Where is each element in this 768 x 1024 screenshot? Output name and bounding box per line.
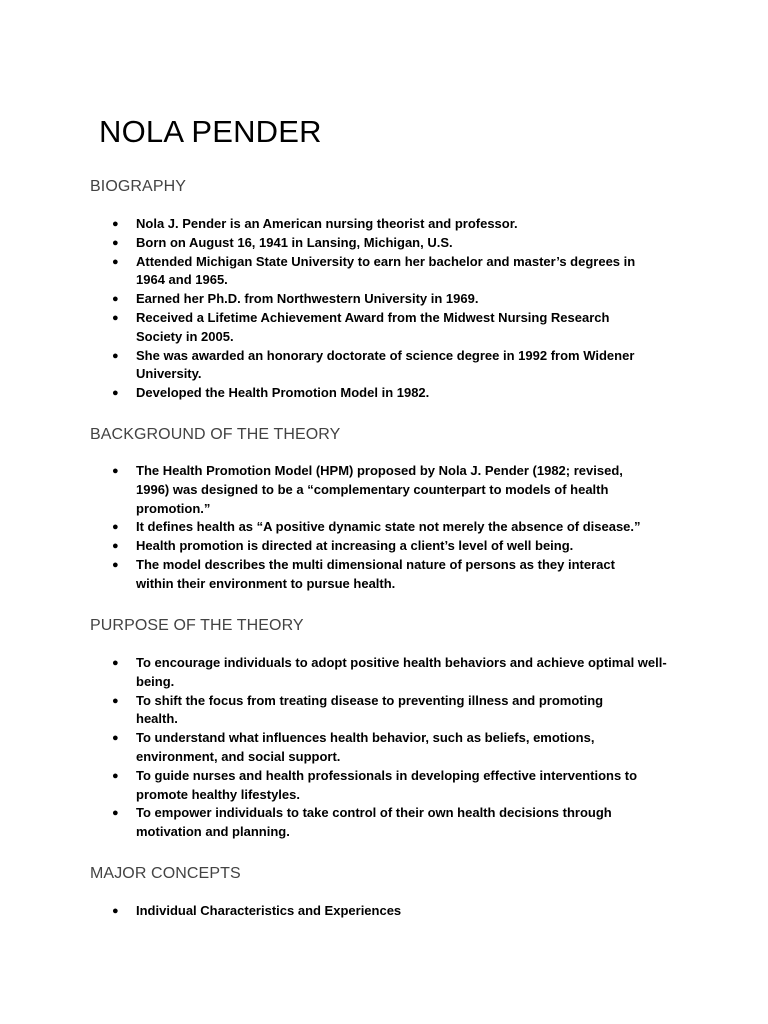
list-item-text: Individual Characteristics and Experiences <box>136 903 402 918</box>
section-heading-background: BACKGROUND OF THE THEORY <box>90 426 341 443</box>
list-item-text: Received a Lifetime Achievement Award from the Midwest Nursing Research Society in 2005. <box>136 309 610 344</box>
bullet-icon: ● <box>112 521 119 534</box>
bullet-icon: ● <box>112 255 119 268</box>
list-item <box>90 729 646 767</box>
bullet-icon: ● <box>112 558 119 571</box>
bullet-icon: ● <box>112 311 119 324</box>
list-item <box>90 253 646 291</box>
list-item-text: To shift the focus from treating disease to preventing illness and promoting health. <box>136 692 604 727</box>
page-title: NOLA PENDER <box>99 114 322 149</box>
list-item-text: Developed the Health Promotion Model in 1982. <box>136 385 430 401</box>
list-item-text: Attended Michigan State University to earn her bachelor and master’s degrees in 1964 and 1965. <box>136 253 636 288</box>
section-heading-concepts: MAJOR CONCEPTS <box>90 865 241 882</box>
list-item <box>90 234 646 253</box>
list-item-text: Earned her Ph.D. from Northwestern University in 1969. <box>136 291 479 307</box>
list-item <box>90 462 646 518</box>
list-item <box>90 384 646 403</box>
list-item <box>90 537 646 556</box>
bullet-icon: ● <box>112 905 119 917</box>
list-item <box>90 556 646 594</box>
list-item-text: To guide nurses and health professionals in developing effective interventions to promote healthy lifestyles. <box>136 767 638 802</box>
list-item <box>90 290 646 309</box>
purpose-list <box>90 654 690 842</box>
bullet-icon: ● <box>112 732 119 745</box>
list-item-text: It defines health as “A positive dynamic state not merely the absence of disease.” <box>136 519 641 535</box>
bullet-icon: ● <box>112 540 119 553</box>
list-item <box>90 309 626 347</box>
list-item-text: The Health Promotion Model (HPM) proposed by Nola J. Pender (1982; revised, 1996) was designed to be a “complementary counterpart to models of health promotion.” <box>136 463 623 516</box>
bullet-icon: ● <box>112 807 119 820</box>
bullet-icon: ● <box>112 694 119 707</box>
list-item <box>90 654 681 692</box>
list-item-text: Born on August 16, 1941 in Lansing, Michigan, U.S. <box>136 234 453 250</box>
list-item <box>90 692 646 730</box>
list-item-text: Health promotion is directed at increasing a client’s level of well being. <box>136 538 574 554</box>
list-item-text: Nola J. Pender is an American nursing theorist and professor. <box>136 216 518 231</box>
bullet-icon: ● <box>112 349 119 362</box>
bullet-icon: ● <box>112 293 119 306</box>
list-item <box>90 902 646 921</box>
list-item <box>90 767 686 805</box>
bullet-icon: ● <box>112 387 119 400</box>
biography-list <box>90 215 690 403</box>
bullet-icon: ● <box>112 769 119 782</box>
bullet-icon: ● <box>112 236 119 249</box>
list-item-text: To empower individuals to take control of their own health decisions through motivation and planning. <box>136 805 612 840</box>
list-item <box>90 347 656 385</box>
list-item-text: She was awarded an honorary doctorate of science degree in 1992 from Widener University. <box>136 347 635 382</box>
bullet-icon: ● <box>112 657 119 669</box>
concepts-list <box>90 902 690 921</box>
background-list <box>90 462 690 594</box>
bullet-icon: ● <box>112 465 119 477</box>
list-item <box>90 804 666 842</box>
list-item <box>90 518 726 537</box>
bullet-icon: ● <box>112 218 119 230</box>
section-heading-biography: BIOGRAPHY <box>90 178 187 195</box>
list-item-text: To encourage individuals to adopt positive health behaviors and achieve optimal well-being. <box>136 655 667 689</box>
section-heading-purpose: PURPOSE OF THE THEORY <box>90 617 304 634</box>
list-item-text: The model describes the multi dimensional nature of persons as they interact within their environment to pursue health. <box>136 556 615 591</box>
list-item <box>90 215 646 234</box>
list-item-text: To understand what influences health behavior, such as beliefs, emotions, environment, and social support. <box>136 730 595 764</box>
